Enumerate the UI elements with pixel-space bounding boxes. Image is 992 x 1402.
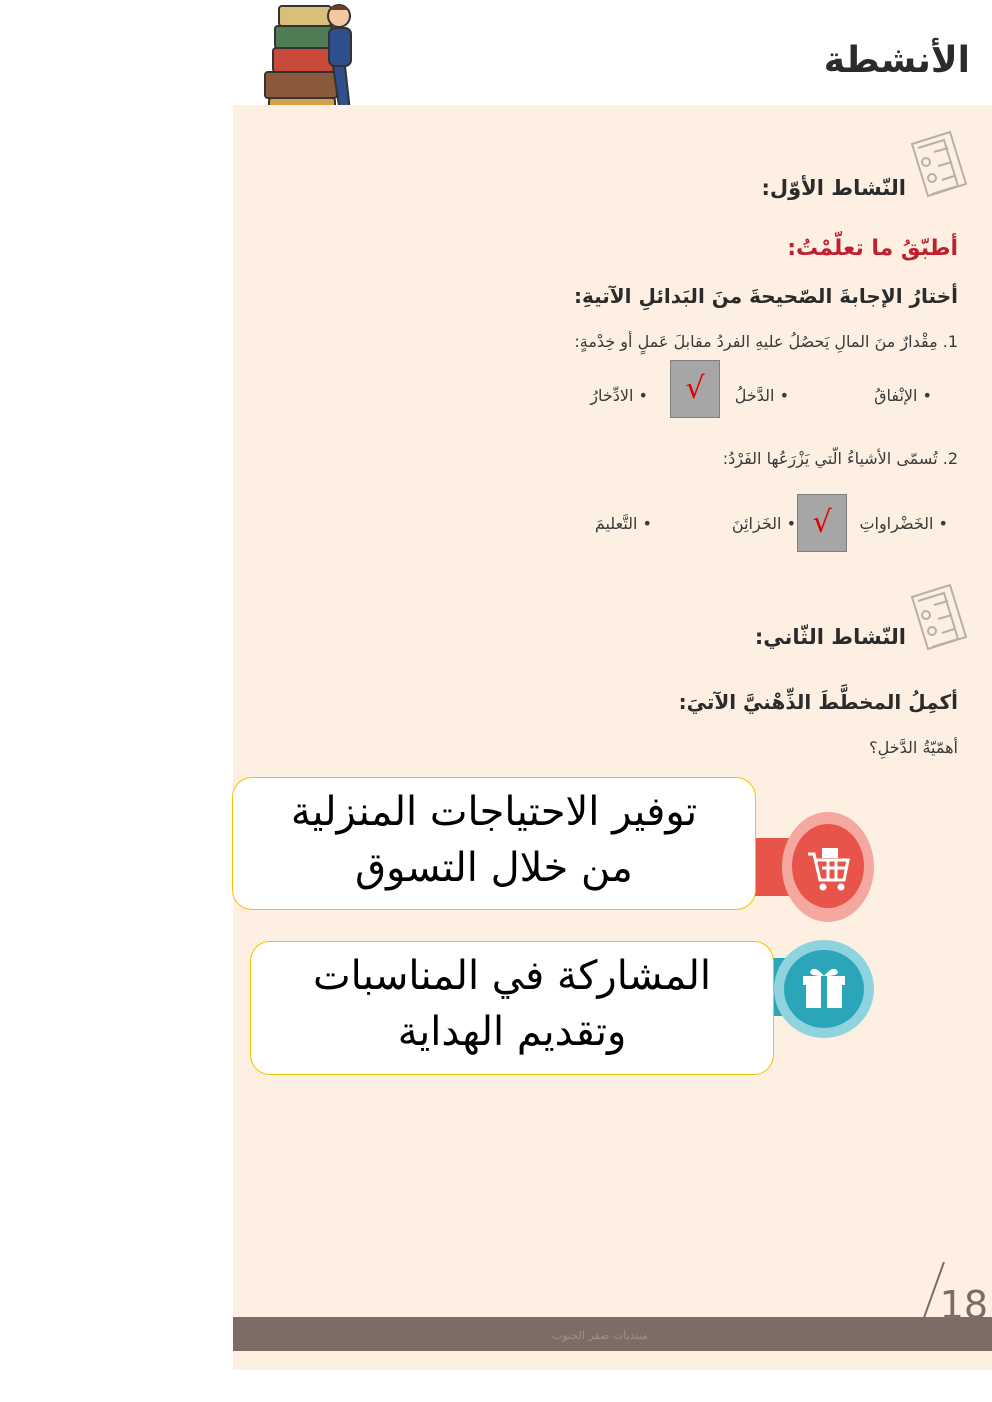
q1-option-1[interactable]: • الإنْفاقُ	[874, 386, 932, 405]
activity2-heading: النّشاط الثّاني:	[754, 625, 906, 649]
q1-check-box[interactable]: √	[670, 360, 720, 418]
page-title: الأنشطة	[823, 40, 970, 81]
answer-1-line1: توفير الاحتياجات المنزلية	[290, 789, 698, 835]
q2-check-box[interactable]: √	[797, 494, 847, 552]
answer-2-line1: المشاركة في المناسبات	[312, 953, 712, 999]
activity1-heading: النّشاط الأوّل:	[761, 176, 906, 200]
gift-circle	[774, 940, 874, 1038]
answer-box-2[interactable]	[250, 941, 774, 1075]
answer-1-line2: من خلال التسوق	[355, 845, 633, 891]
answer-2-line2: وتقديم الهداية	[397, 1009, 627, 1055]
q2-option-3[interactable]: • التَّعليمَ	[594, 514, 652, 533]
notebook-icon	[904, 122, 974, 204]
activity1-instruction: أختارُ الإجابةَ الصّحيحةَ منَ البَدائلِ الآتيةِ:	[573, 284, 958, 308]
footer-watermark: منتديات صقر الجنوب	[552, 1329, 648, 1342]
question-2: 2. تُسمّى الأشياءُ الّتي يَزْرَعُها الفَرْدُ:	[722, 449, 958, 468]
shopping-cart-icon	[792, 824, 864, 908]
activity2-instruction: أكمِلُ المخطَّطَ الذِّهْنيَّ الآتيَ:	[678, 690, 958, 714]
answer-box-1[interactable]	[232, 777, 756, 910]
q2-option-1[interactable]: • الخَضْراواتِ	[859, 514, 948, 533]
activity2-question: أهمّيّةُ الدَّخلِ؟	[869, 738, 958, 757]
q1-option-2[interactable]: • الدَّخلُ	[734, 386, 789, 405]
q1-option-3[interactable]: • الادِّخارُ	[590, 386, 648, 405]
notebook-icon	[904, 575, 974, 657]
cart-circle	[782, 812, 874, 922]
page-number: 18	[939, 1283, 988, 1327]
question-1: 1. مِقْدارٌ منَ المالِ يَحصُلُ عليهِ الفردُ مقابلَ عَملٍ أو خِدْمةٍ:	[574, 332, 958, 351]
activity1-subheading: أطبّقُ ما تعلّمْتُ:	[787, 236, 958, 261]
gift-icon	[784, 950, 864, 1028]
q2-option-2[interactable]: • الخَزائِنَ	[731, 514, 796, 533]
